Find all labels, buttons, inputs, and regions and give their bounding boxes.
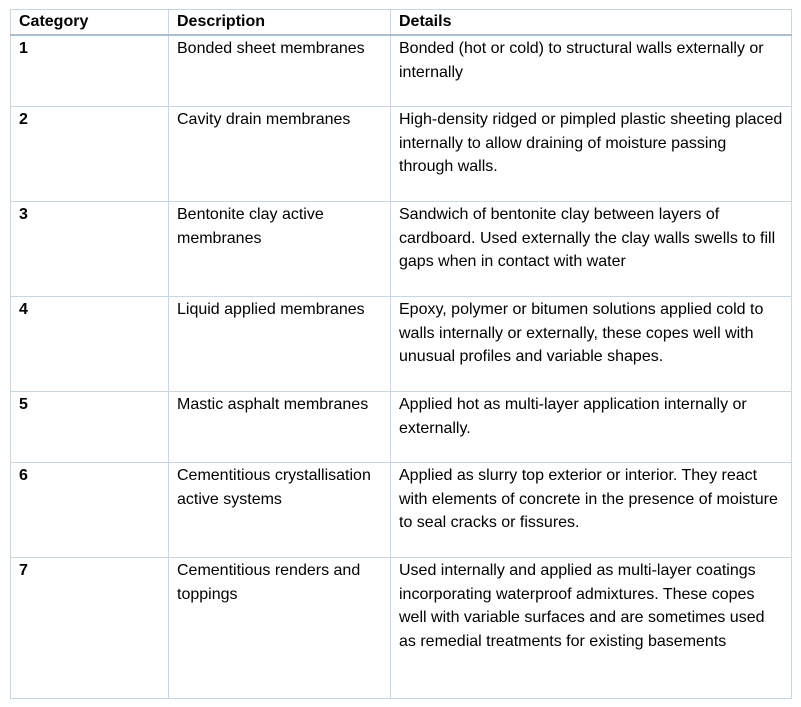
table-body [11, 35, 792, 699]
table-row [11, 297, 792, 392]
description-cell: Bonded sheet membranes [169, 35, 391, 107]
details-cell: Applied hot as multi-layer application internally or externally. [391, 392, 792, 463]
details-cell: Used internally and applied as multi-layer coatings incorporating waterproof admixtures. These copes well with variable surfaces and are sometimes used as remedial treatments for existing basements [391, 558, 792, 699]
table-row [11, 202, 792, 297]
category-cell: 2 [11, 107, 169, 202]
details-cell: High-density ridged or pimpled plastic sheeting placed internally to allow draining of moisture passing through walls. [391, 107, 792, 202]
header-description: Description [169, 10, 391, 36]
description-cell: Mastic asphalt membranes [169, 392, 391, 463]
header-row [11, 10, 792, 36]
category-cell: 3 [11, 202, 169, 297]
description-cell: Cementitious renders and toppings [169, 558, 391, 699]
description-cell: Cementitious crystallisation active systems [169, 463, 391, 558]
table-row [11, 463, 792, 558]
category-cell: 1 [11, 35, 169, 107]
category-cell: 5 [11, 392, 169, 463]
category-cell: 4 [11, 297, 169, 392]
description-cell: Cavity drain membranes [169, 107, 391, 202]
category-cell: 6 [11, 463, 169, 558]
description-cell: Liquid applied membranes [169, 297, 391, 392]
waterproofing-categories-table [10, 9, 792, 699]
details-cell: Bonded (hot or cold) to structural walls externally or internally [391, 35, 792, 107]
table-row [11, 392, 792, 463]
header-category: Category [11, 10, 169, 36]
details-cell: Epoxy, polymer or bitumen solutions applied cold to walls internally or externally, these copes well with unusual profiles and variable shapes. [391, 297, 792, 392]
table-row [11, 558, 792, 699]
table-row [11, 107, 792, 202]
table-row [11, 35, 792, 107]
table-header [11, 10, 792, 36]
description-cell: Bentonite clay active membranes [169, 202, 391, 297]
category-cell: 7 [11, 558, 169, 699]
details-cell: Sandwich of bentonite clay between layers of cardboard. Used externally the clay walls swells to fill gaps when in contact with water [391, 202, 792, 297]
details-cell: Applied as slurry top exterior or interior. They react with elements of concrete in the presence of moisture to seal cracks or fissures. [391, 463, 792, 558]
header-details: Details [391, 10, 792, 36]
